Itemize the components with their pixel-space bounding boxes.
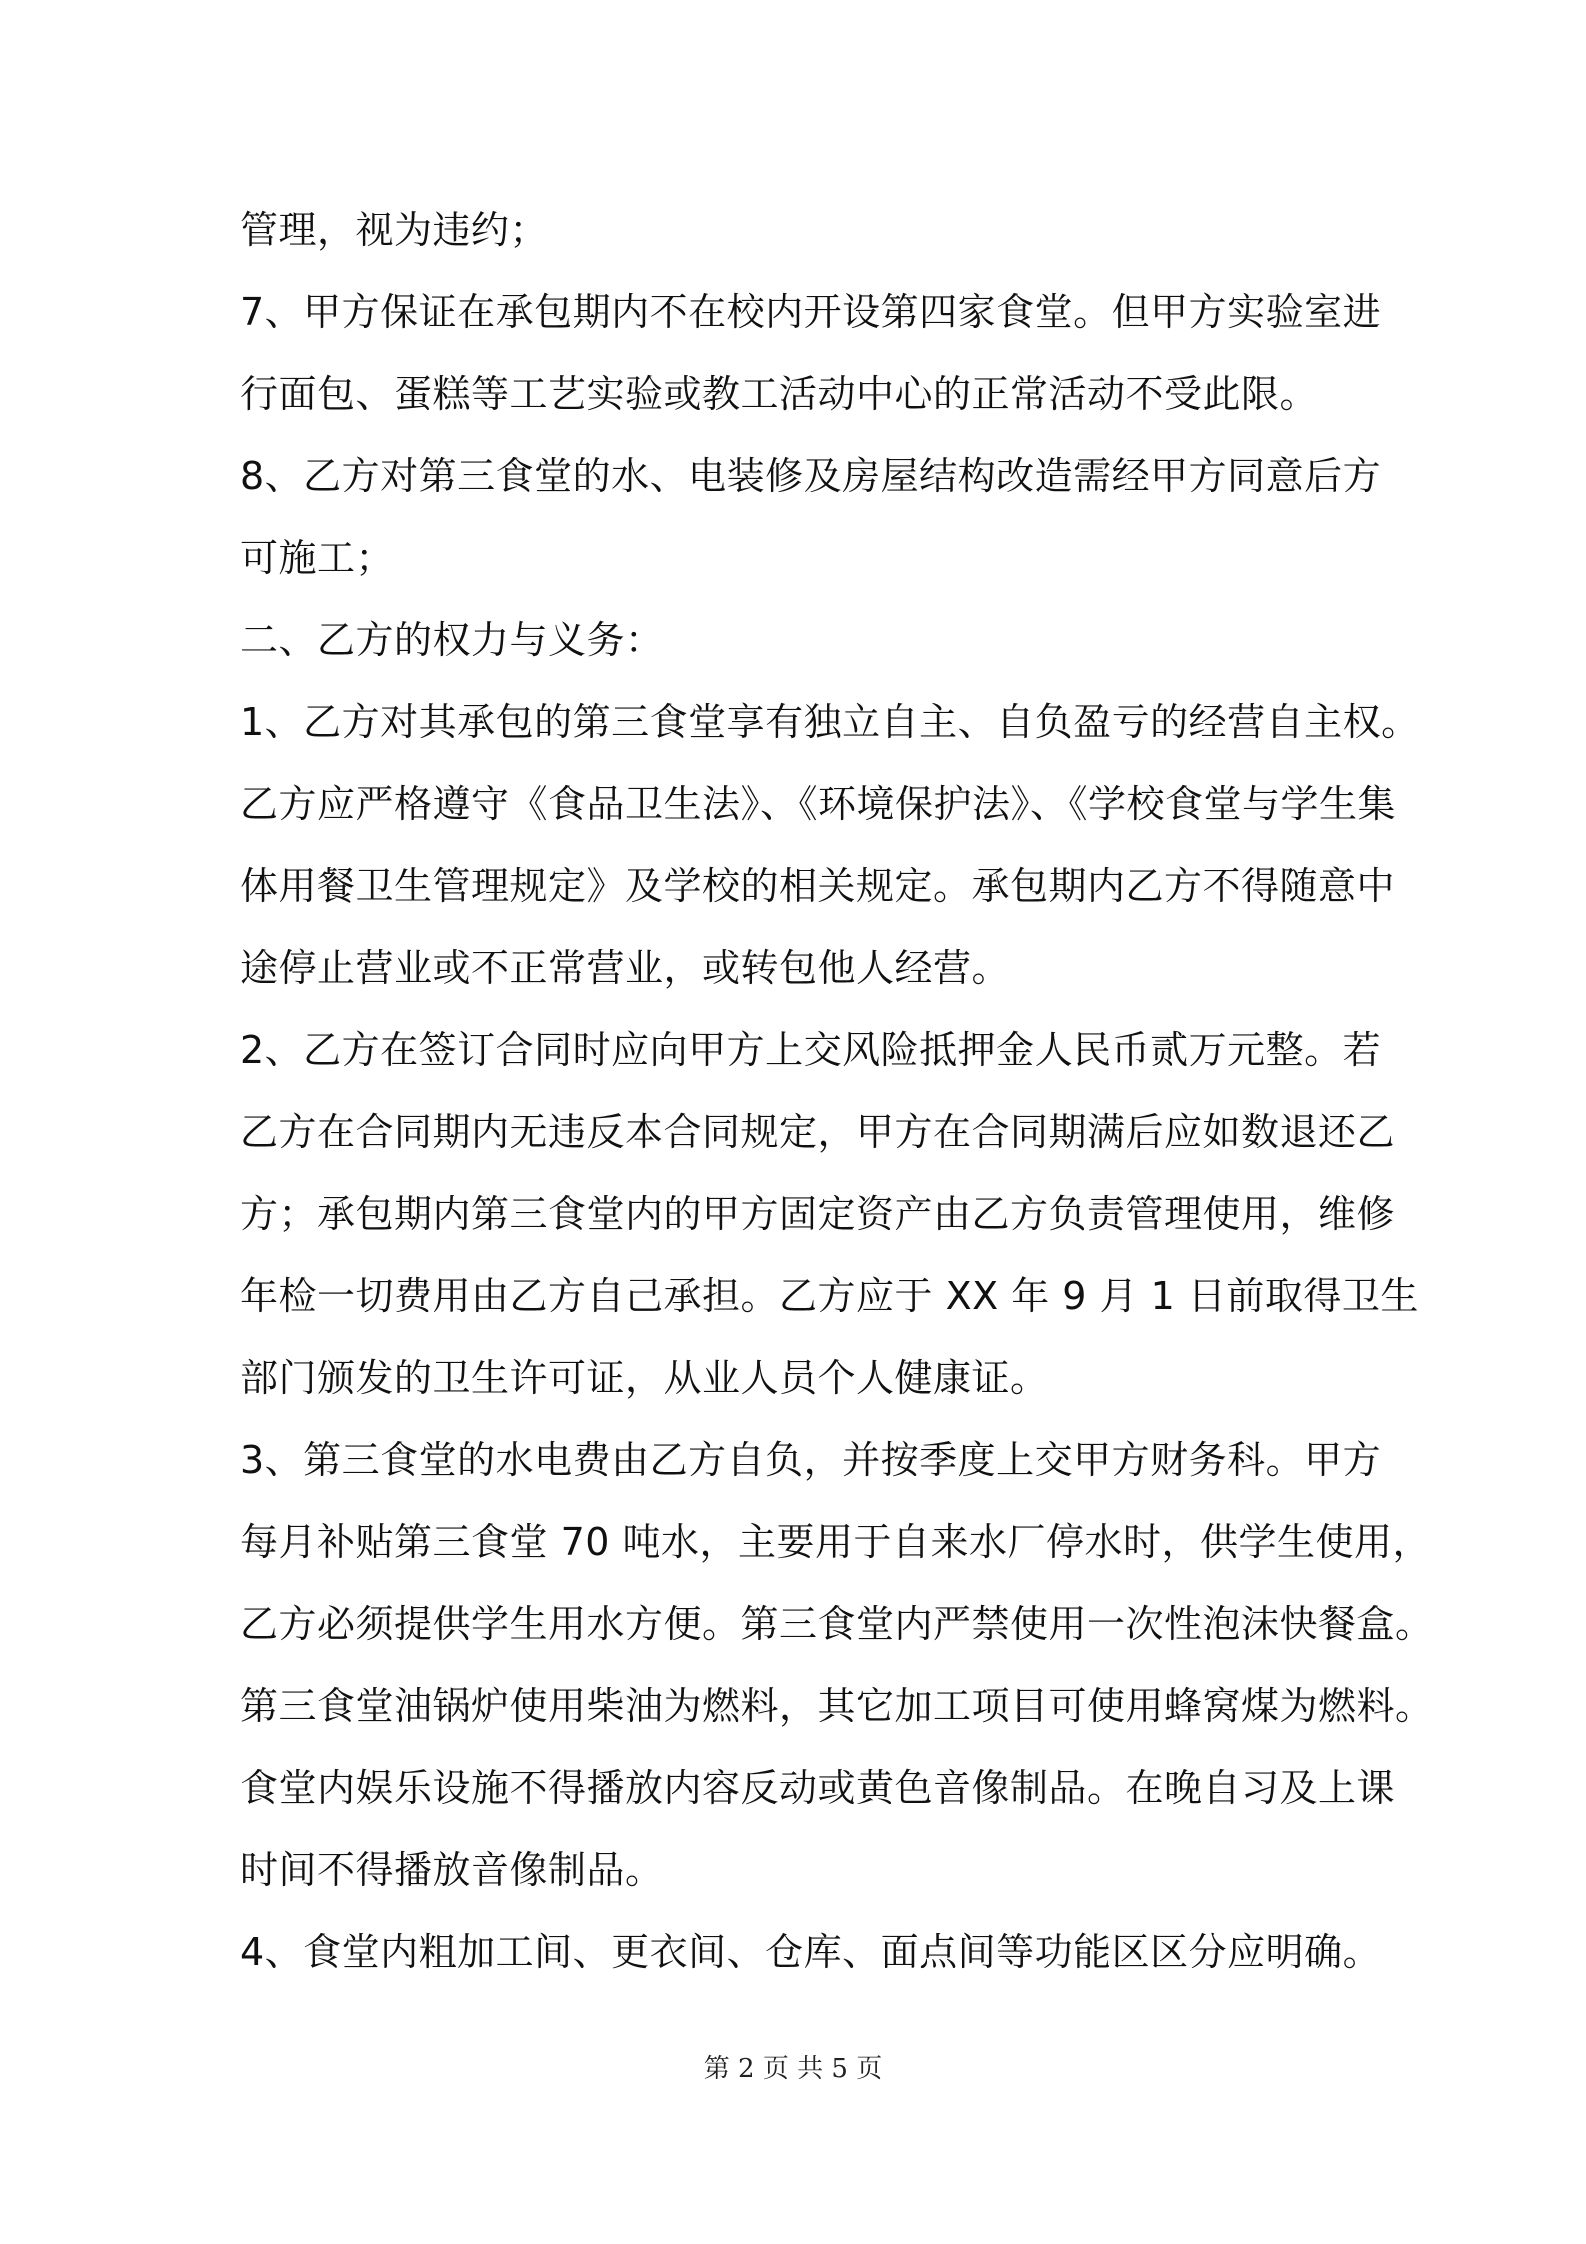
text-line: 7、甲方保证在承包期内不在校内开设第四家食堂。但甲方实验室进 (240, 290, 1382, 334)
text-line: 体用餐卫生管理规定》及学校的相关规定。承包期内乙方不得随意中 (240, 864, 1396, 908)
text-line: 方；承包期内第三食堂内的甲方固定资产由乙方负责管理使用，维修 (240, 1192, 1396, 1236)
text-line: 第三食堂油锅炉使用柴油为燃料，其它加工项目可使用蜂窝煤为燃料。 (240, 1684, 1434, 1728)
text-line: 途停止营业或不正常营业，或转包他人经营。 (240, 946, 1011, 990)
text-line: 4、食堂内粗加工间、更衣间、仓库、面点间等功能区区分应明确。 (240, 1930, 1382, 1974)
text-line: 乙方在合同期内无违反本合同规定，甲方在合同期满后应如数退还乙 (240, 1110, 1396, 1154)
page-number: 第 2 页 共 5 页 (703, 2054, 883, 2084)
text-line: 行面包、蛋糕等工艺实验或教工活动中心的正常活动不受此限。 (240, 372, 1319, 416)
text-line: 年检一切费用由乙方自己承担。乙方应于 XX 年 9 月 1 日前取得卫生 (240, 1274, 1419, 1318)
text-line: 3、第三食堂的水电费由乙方自负，并按季度上交甲方财务科。甲方 (240, 1438, 1382, 1482)
text-line: 2、乙方在签订合同时应向甲方上交风险抵押金人民币贰万元整。若 (240, 1028, 1382, 1072)
text-line: 时间不得播放音像制品。 (240, 1848, 664, 1892)
text-line: 可施工； (240, 536, 395, 580)
text-line: 乙方必须提供学生用水方便。第三食堂内严禁使用一次性泡沫快餐盒。 (240, 1602, 1434, 1646)
text-line: 8、乙方对第三食堂的水、电装修及房屋结构改造需经甲方同意后方 (240, 454, 1382, 498)
text-line: 1、乙方对其承包的第三食堂享有独立自主、自负盈亏的经营自主权。 (240, 700, 1420, 744)
text-line: 每月补贴第三食堂 70 吨水，主要用于自来水厂停水时，供学生使用， (240, 1520, 1432, 1564)
text-line: 乙方应严格遵守《食品卫生法》、《环境保护法》、《学校食堂与学生集 (240, 782, 1397, 826)
text-line: 食堂内娱乐设施不得播放内容反动或黄色音像制品。在晚自习及上课 (240, 1766, 1396, 1810)
section-heading: 二、乙方的权力与义务： (240, 618, 664, 662)
text-line: 管理，视为违约； (240, 208, 549, 252)
text-line: 部门颁发的卫生许可证，从业人员个人健康证。 (240, 1356, 1049, 1400)
